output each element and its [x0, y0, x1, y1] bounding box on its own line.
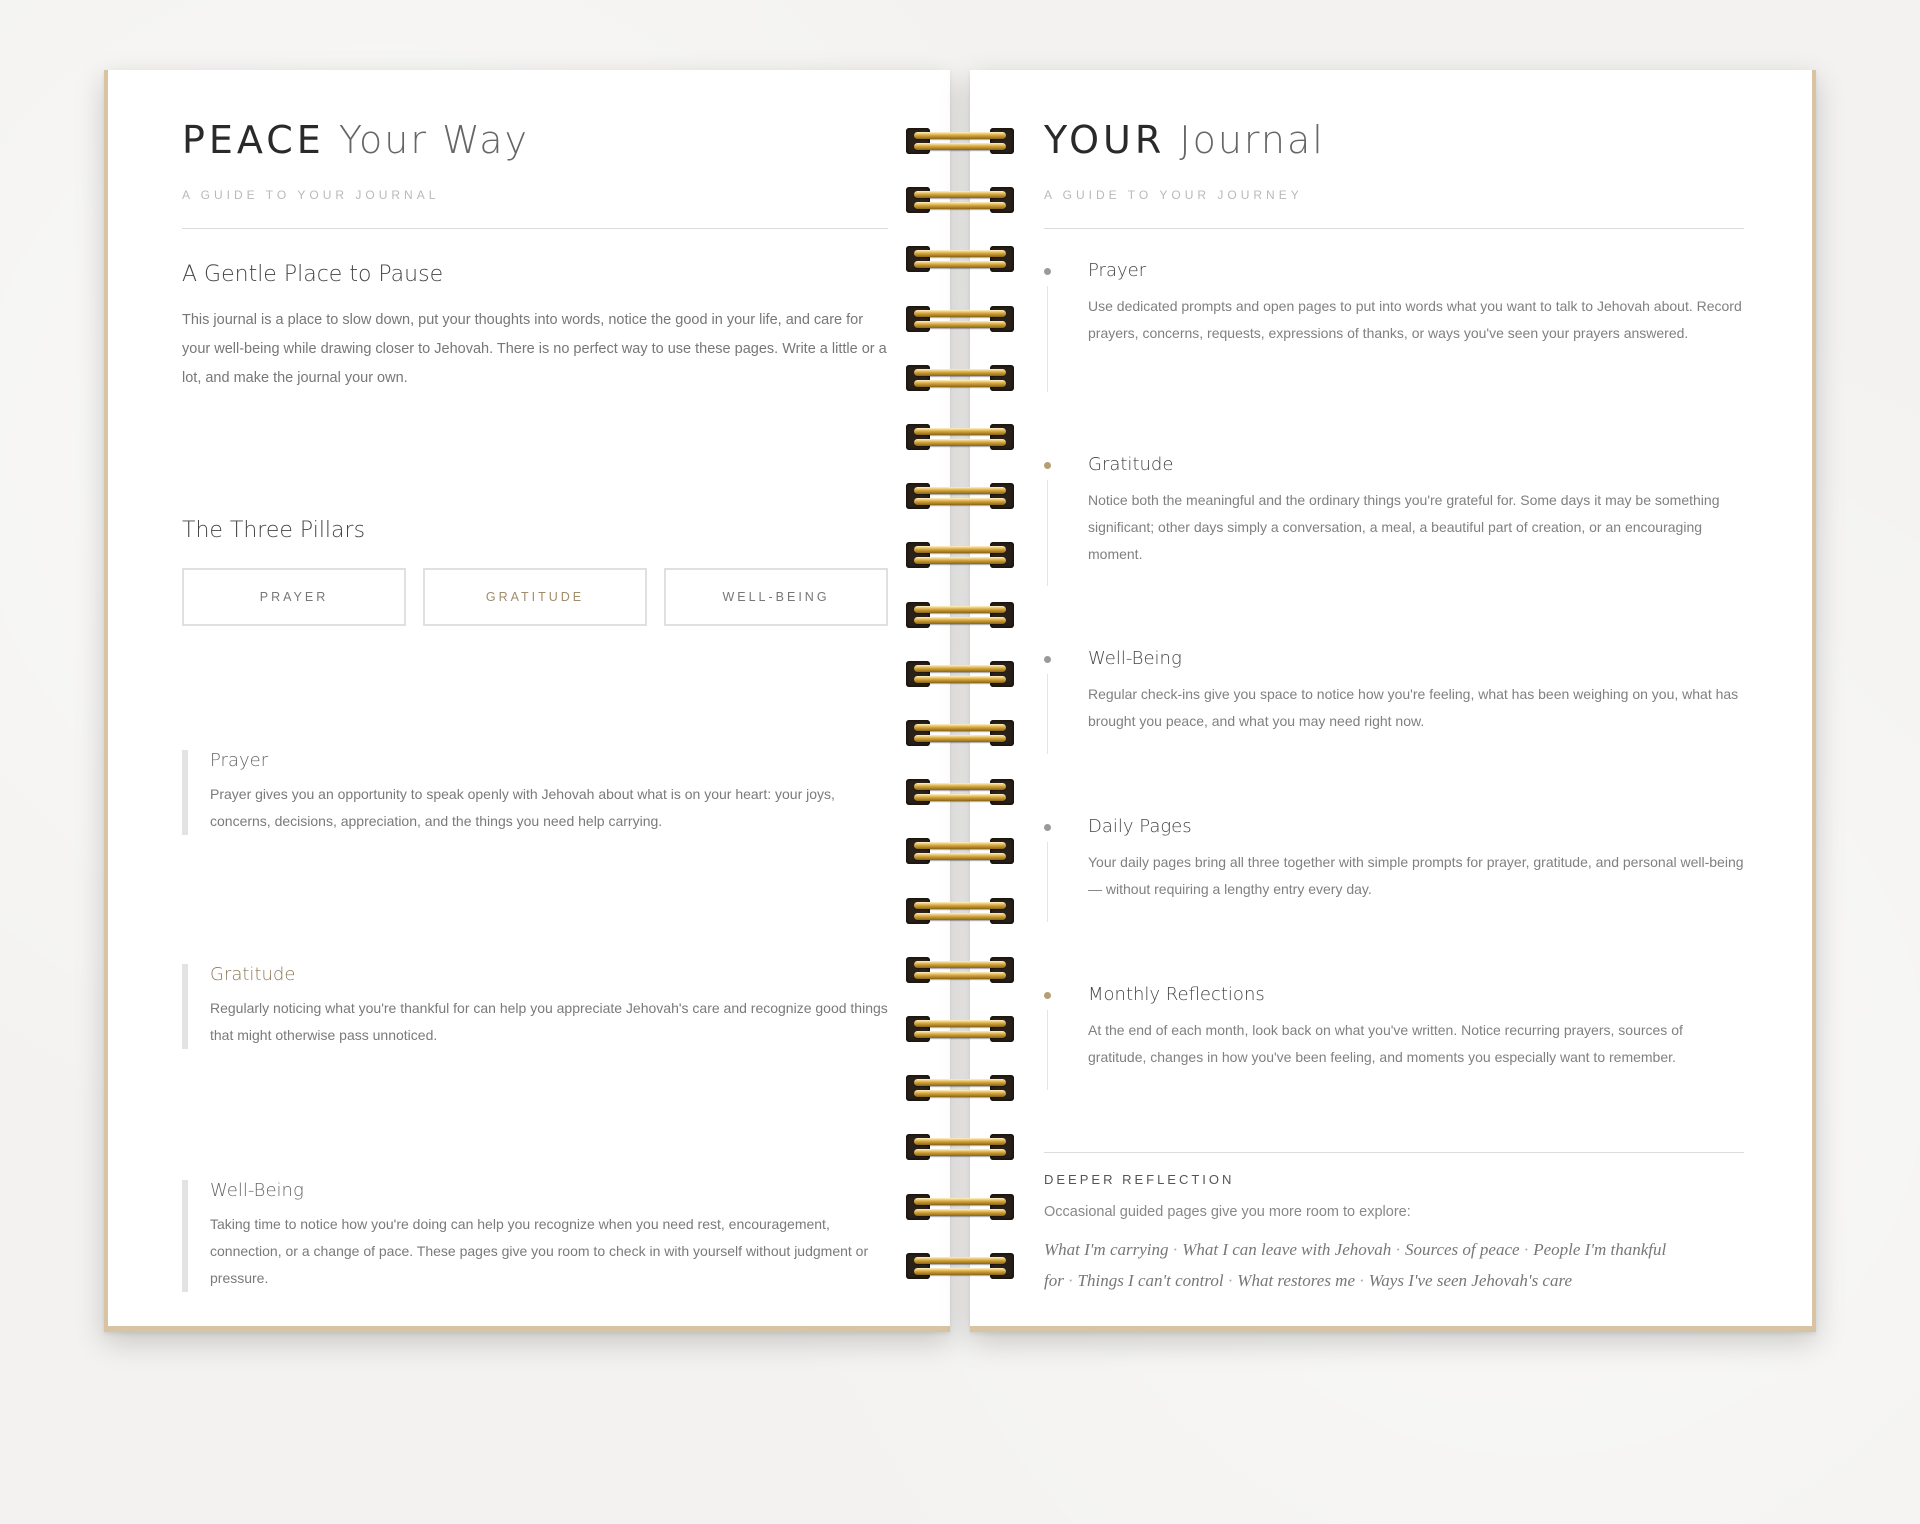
binding-wire	[914, 617, 1006, 624]
pillar-button-prayer[interactable]: PRAYER	[182, 568, 406, 626]
item-guide-line	[1047, 842, 1048, 922]
bullet-dot-icon	[1044, 656, 1051, 663]
pillars-heading: The Three Pillars	[182, 518, 366, 543]
left-title-light: Your Way	[338, 118, 530, 162]
binding-wire	[914, 961, 1006, 968]
binding-wire	[914, 439, 1006, 446]
guide-item-title: Monthly Reflections	[1088, 984, 1265, 1005]
pillar-well-being-title: Well-Being	[210, 1180, 304, 1201]
spiral-coil	[906, 244, 1014, 274]
binding-wire	[914, 261, 1006, 268]
item-guide-line	[1047, 1010, 1048, 1090]
binding-wire	[914, 191, 1006, 198]
binding-wire	[914, 1020, 1006, 1027]
spiral-coil	[906, 955, 1014, 985]
binding-wire	[914, 321, 1006, 328]
guide-item-prayer	[1044, 260, 1744, 347]
pillar-button-well-being[interactable]: WELL-BEING	[664, 568, 888, 626]
binding-wire	[914, 783, 1006, 790]
binding-wire	[914, 1138, 1006, 1145]
binding-wire	[914, 794, 1006, 801]
binding-wire	[914, 665, 1006, 672]
binding-wire	[914, 1090, 1006, 1097]
spiral-binding	[906, 126, 1014, 1306]
item-guide-line	[1047, 286, 1048, 392]
left-title-divider	[182, 228, 888, 229]
spiral-coil	[906, 718, 1014, 748]
right-title-divider	[1044, 228, 1744, 229]
guide-item-daily-pages	[1044, 816, 1744, 903]
spiral-coil	[906, 422, 1014, 452]
binding-wire	[914, 1149, 1006, 1156]
binding-wire	[914, 546, 1006, 553]
guide-item-gratitude	[1044, 454, 1744, 568]
spiral-coil	[906, 777, 1014, 807]
binding-wire	[914, 380, 1006, 387]
intro-body: This journal is a place to slow down, put your thoughts into words, notice the good in your life, and care for your well-being while drawing closer to Jehovah. There is no perfect way to use these pages. Write a little or a lot, and make the journal your own.	[182, 312, 887, 386]
pillar-prayer	[182, 750, 898, 835]
binding-wire	[914, 853, 1006, 860]
guide-item-body: Your daily pages bring all three together with simple prompts for prayer, gratitude, and personal well-being — without requiring a lengthy entry every day.	[1088, 854, 1744, 897]
binding-wire	[914, 250, 1006, 257]
binding-wire	[914, 724, 1006, 731]
binding-wire	[914, 902, 1006, 909]
right-page	[970, 70, 1816, 1332]
guide-item-body: At the end of each month, look back on what you've written. Notice recurring prayers, sources of gratitude, changes in how you've been feeling, and moments you especially want to remember.	[1088, 1022, 1683, 1065]
left-page-title	[182, 118, 529, 162]
spiral-coil	[906, 896, 1014, 926]
intro-heading: A Gentle Place to Pause	[182, 262, 444, 287]
binding-wire	[914, 913, 1006, 920]
guide-item-body: Use dedicated prompts and open pages to put into words what you want to talk to Jehovah about. Record prayers, concerns, requests, expressions of thanks, or ways you've seen your prayers answered.	[1088, 298, 1742, 341]
pillar-prayer-body: Prayer gives you an opportunity to speak openly with Jehovah about what is on your heart: your joys, concerns, decisions, appreciation, and the things you need help carrying.	[210, 786, 835, 829]
pillar-gratitude-title: Gratitude	[210, 964, 296, 985]
guide-item-title: Well-Being	[1088, 648, 1182, 669]
guide-item-title: Daily Pages	[1088, 816, 1192, 837]
reflection-prompt: What I can leave with Jehovah	[1182, 1240, 1392, 1259]
spiral-coil	[906, 1192, 1014, 1222]
pillar-gratitude-body: Regularly noticing what you're thankful for can help you appreciate Jehovah's care and recognize good things that might otherwise pass unnoticed.	[210, 1000, 888, 1043]
guide-item-body: Notice both the meaningful and the ordinary things you're grateful for. Some days it may be something significant; other days simply a conversation, a meal, a beautiful part of creation, or an encouraging moment.	[1088, 492, 1720, 562]
bullet-dot-icon	[1044, 462, 1051, 469]
binding-wire	[914, 972, 1006, 979]
reflection-prompt: What restores me	[1237, 1271, 1356, 1290]
left-page	[104, 70, 950, 1332]
pillar-button-gratitude[interactable]: GRATITUDE	[423, 568, 647, 626]
spiral-coil	[906, 1073, 1014, 1103]
binding-wire	[914, 606, 1006, 613]
bullet-dot-icon	[1044, 824, 1051, 831]
reflection-prompt: People I'm thankful for	[1044, 1240, 1667, 1290]
spiral-coil	[906, 659, 1014, 689]
binding-wire	[914, 1079, 1006, 1086]
binding-wire	[914, 428, 1006, 435]
binding-wire	[914, 1209, 1006, 1216]
binding-wire	[914, 310, 1006, 317]
guide-item-title: Gratitude	[1088, 454, 1174, 475]
binding-wire	[914, 735, 1006, 742]
guide-item-body: Regular check-ins give you space to notice how you're feeling, what has been weighing on you, what has brought you peace, and what you may need right now.	[1088, 686, 1739, 729]
spiral-coil	[906, 1251, 1014, 1281]
binding-wire	[914, 498, 1006, 505]
binding-wire	[914, 143, 1006, 150]
item-guide-line	[1047, 674, 1048, 754]
binding-wire	[914, 132, 1006, 139]
spiral-coil	[906, 185, 1014, 215]
binding-wire	[914, 487, 1006, 494]
spiral-coil	[906, 363, 1014, 393]
guide-item-monthly-reflections	[1044, 984, 1744, 1071]
deeper-reflection-text: Occasional guided pages give you more room to explore:	[1044, 1204, 1411, 1220]
spiral-coil	[906, 126, 1014, 156]
right-title-strong: YOUR	[1044, 118, 1166, 162]
pillar-well-being-body: Taking time to notice how you're doing can help you recognize when you need rest, encouragement, connection, or a change of pace. These pages give you room to check in with yourself without judgment or pressure.	[210, 1216, 869, 1286]
right-page-subtitle: A GUIDE TO YOUR JOURNEY	[1044, 188, 1303, 202]
left-title-strong: PEACE	[182, 118, 325, 162]
reflection-prompt: Things I can't control	[1077, 1271, 1224, 1290]
spiral-coil	[906, 304, 1014, 334]
item-guide-line	[1047, 480, 1048, 586]
binding-wire	[914, 1031, 1006, 1038]
guide-item-title: Prayer	[1088, 260, 1147, 281]
binding-wire	[914, 676, 1006, 683]
deeper-divider	[1044, 1152, 1744, 1153]
binding-wire	[914, 1268, 1006, 1275]
binding-wire	[914, 369, 1006, 376]
spiral-coil	[906, 600, 1014, 630]
spiral-coil	[906, 540, 1014, 570]
reflection-prompt: What I'm carrying	[1044, 1240, 1169, 1259]
pillar-gratitude	[182, 964, 898, 1049]
spiral-coil	[906, 1014, 1014, 1044]
bullet-dot-icon	[1044, 268, 1051, 275]
binding-wire	[914, 202, 1006, 209]
spiral-coil	[906, 1132, 1014, 1162]
guide-item-well-being	[1044, 648, 1744, 735]
pillar-well-being	[182, 1180, 898, 1292]
spiral-coil	[906, 836, 1014, 866]
deeper-reflection-prompts: What I'm carrying · What I can leave with Jehovah · Sources of peace · People I'm thankful for · Things I can't control · What restores me · Ways I've seen Jehovah's care	[1044, 1240, 1667, 1290]
bullet-dot-icon	[1044, 992, 1051, 999]
right-title-light: Journal	[1179, 118, 1325, 162]
binding-wire	[914, 1198, 1006, 1205]
right-page-title	[1044, 118, 1325, 162]
pillar-prayer-title: Prayer	[210, 750, 269, 771]
left-page-subtitle: A GUIDE TO YOUR JOURNAL	[182, 188, 440, 202]
reflection-prompt: Ways I've seen Jehovah's care	[1368, 1271, 1573, 1290]
binding-wire	[914, 557, 1006, 564]
deeper-reflection-label: DEEPER REFLECTION	[1044, 1172, 1235, 1187]
reflection-prompt: Sources of peace	[1404, 1240, 1520, 1259]
binding-wire	[914, 1257, 1006, 1264]
binding-wire	[914, 842, 1006, 849]
spiral-coil	[906, 481, 1014, 511]
